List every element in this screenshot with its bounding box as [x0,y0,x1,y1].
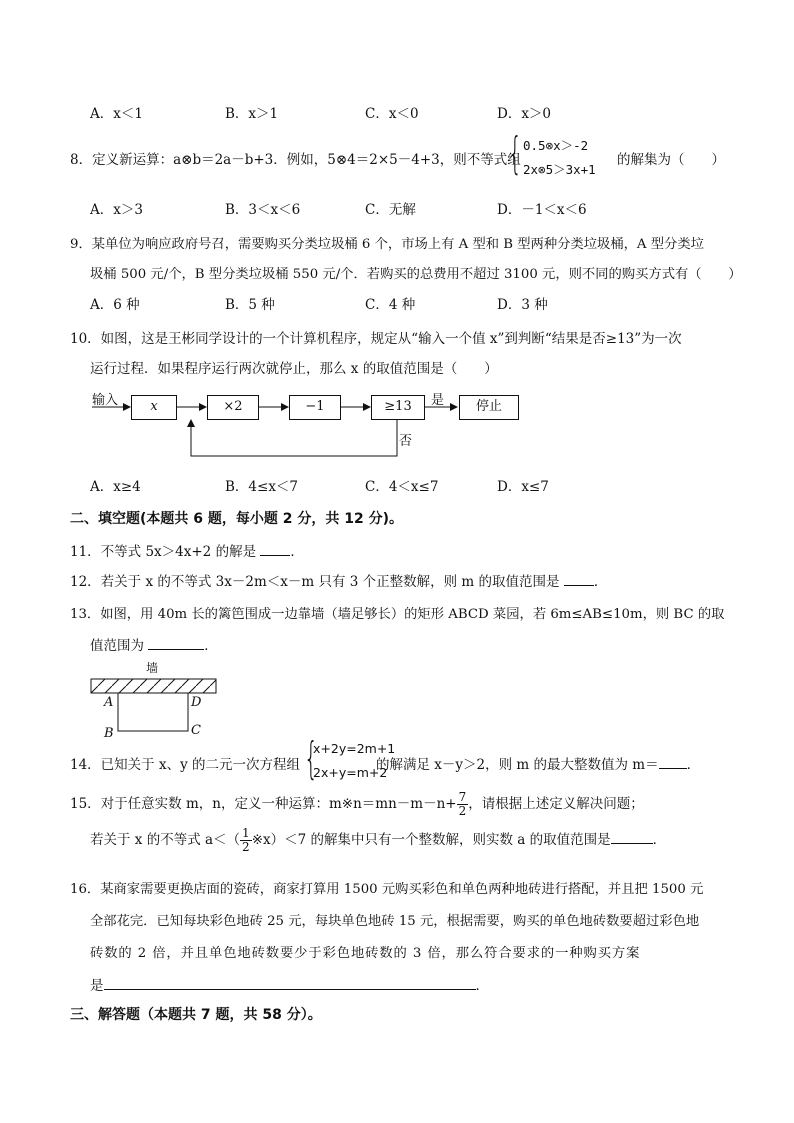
q16-line3: 砖数的 2 倍，并且单色地砖数要少于彩色地砖数的 3 倍，那么符合要求的一种购买方案 [90,946,641,961]
q15-line1 [70,791,644,818]
flow-yes-label: 是 [431,393,445,408]
q10-line1: 10．如图，这是王彬同学设计的一个计算机程序，规定从“输入一个值 x”到判断“结果是否≥13”为一次 [70,331,682,347]
q7-option-a: A．x＜1 [90,106,143,122]
q16-answer-blank[interactable] [104,975,476,990]
q15-answer-blank[interactable] [611,829,653,844]
q16-line2: 全部花完．已知每块彩色地砖 25 元，每块单色地砖 15 元，根据需要，购买的单色地砖数要超过彩色地 [90,914,700,929]
fence-outline [118,693,188,731]
flow-box-times2: ×2 [207,395,259,420]
q15-fraction-1-2 [240,827,252,854]
q12-end: ． [593,574,608,590]
q14-answer-blank[interactable] [659,754,687,769]
q8-text-after: 的解集为（ ） [617,152,725,168]
q9-option-b: B．5 种 [225,297,275,313]
q11-text: 11．不等式 5x＞4x+2 的解是 [70,544,257,560]
q13-line1: 13．如图，用 40m 长的篱笆围成一边靠墙（墙足够长）的矩形 ABCD 菜园，若 6m≤AB≤10m，则 BC 的取 [70,607,725,622]
flow-input-label: 输入 [92,393,119,408]
q14-text-before: 14．已知关于 x、y 的二元一次方程组 [70,757,301,773]
q16-line4 [90,974,489,994]
q15-frac2-num: 1 [242,826,250,840]
q10-option-b: B．4≤x＜7 [225,479,299,495]
flow-box-stop: 停止 [459,395,519,420]
q14-middle-text: 的解满足 x－y＞2，则 m 的最大整数值为 m＝ [376,757,659,773]
q15-line1-text: 15．对于任意实数 m，n，定义一种运算：m※n＝mn－m－n+ [70,796,457,812]
q9-option-d: D．3 种 [497,297,548,313]
q8-option-a: A．x＞3 [90,202,143,218]
q14-system-line1: x+2y=2m+1 [313,741,396,756]
q8-system-line1: 0.5⊗x＞-2 [523,138,589,153]
flow-no-label: 否 [399,434,413,449]
point-a-label: A [104,695,114,710]
point-d-label: D [191,695,202,710]
q15-frac-den: 2 [458,804,467,818]
q16-line1: 16．某商家需要更换店面的瓷砖，商家打算用 1500 元购买彩色和单色两种地砖进行搭配，并且把 1500 元 [70,882,704,897]
q8-system-brace: { [508,128,522,179]
q14-system-line2: 2x+y=m+2 [313,765,388,780]
q15-line1-end: ，请根据上述定义解决问题； [468,796,644,812]
q7-option-c: C．x＜0 [365,106,419,122]
q16-end: ． [475,978,489,994]
flow-box-x: x [131,395,177,420]
q14-text-after [376,753,700,773]
q12-text: 12．若关于 x 的不等式 3x－2m＜x－m 只有 3 个正整数解，则 m 的取值范围是 [70,574,560,590]
q10-line2: 运行过程．如果程序运行两次就停止，那么 x 的取值范围是（ ） [90,361,498,377]
section3-title: 三、解答题（本题共 7 题，共 58 分）。 [70,1007,322,1023]
q15-frac-num: 7 [458,790,467,804]
wall-label: 墙 [146,661,159,675]
q15-line2-text: 若关于 x 的不等式 a＜（ [90,832,241,848]
q9-line1: 9．某单位为响应政府号召，需要购买分类垃圾桶 6 个，市场上有 A 型和 B 型两种分类垃圾桶，A 型分类垃 [70,237,704,252]
flow-box-minus1: −1 [289,395,341,420]
q8-system-line2: 2x⊗5＞3x+1 [523,162,596,177]
point-b-label: B [104,726,114,741]
section2-title: 二、填空题(本题共 6 题，每小题 2 分，共 12 分)。 [70,511,404,527]
q13-line2-text: 值范围为 [90,638,144,654]
q9-line2: 圾桶 500 元/个，B 型分类垃圾桶 550 元/个．若购买的总费用不超过 3100 元，则不同的购买方式有（ ） [90,267,742,282]
q10-option-d: D．x≤7 [497,479,549,495]
q15-end: ． [652,832,667,848]
q7-option-b: B．x＞1 [225,106,279,122]
flow-box-ge13: ≥13 [371,395,425,420]
q10-option-c: C．4＜x≤7 [365,479,439,495]
q9-option-c: C．4 种 [365,297,416,313]
q15-frac2-den: 2 [242,840,250,854]
q7-option-d: D．x＞0 [497,106,552,122]
q8-text-before: 8．定义新运算：a⊗b＝2a－b+3．例如，5⊗4＝2×5－4+3，则不等式组 [70,152,521,168]
q14-system-brace: { [304,733,318,784]
q8-option-b: B．3＜x＜6 [225,202,301,218]
q10-option-a: A．x≥4 [90,479,141,495]
q8-option-d: D．－1＜x＜6 [497,202,587,218]
q15-line2-middle: ※x）＜7 的解集中只有一个整数解，则实数 a 的取值范围是 [251,832,611,848]
q8-option-c: C．无解 [365,202,416,218]
q11-end: ． [290,544,304,560]
q15-line2 [90,827,666,854]
q9-option-a: A．6 种 [90,297,140,313]
q13-end: ． [204,638,218,654]
q14-end: ． [686,757,701,773]
q16-line4-text: 是 [90,978,104,994]
wall-hatch [91,679,216,693]
point-c-label: C [191,723,201,738]
q15-fraction-7-2 [457,791,469,818]
